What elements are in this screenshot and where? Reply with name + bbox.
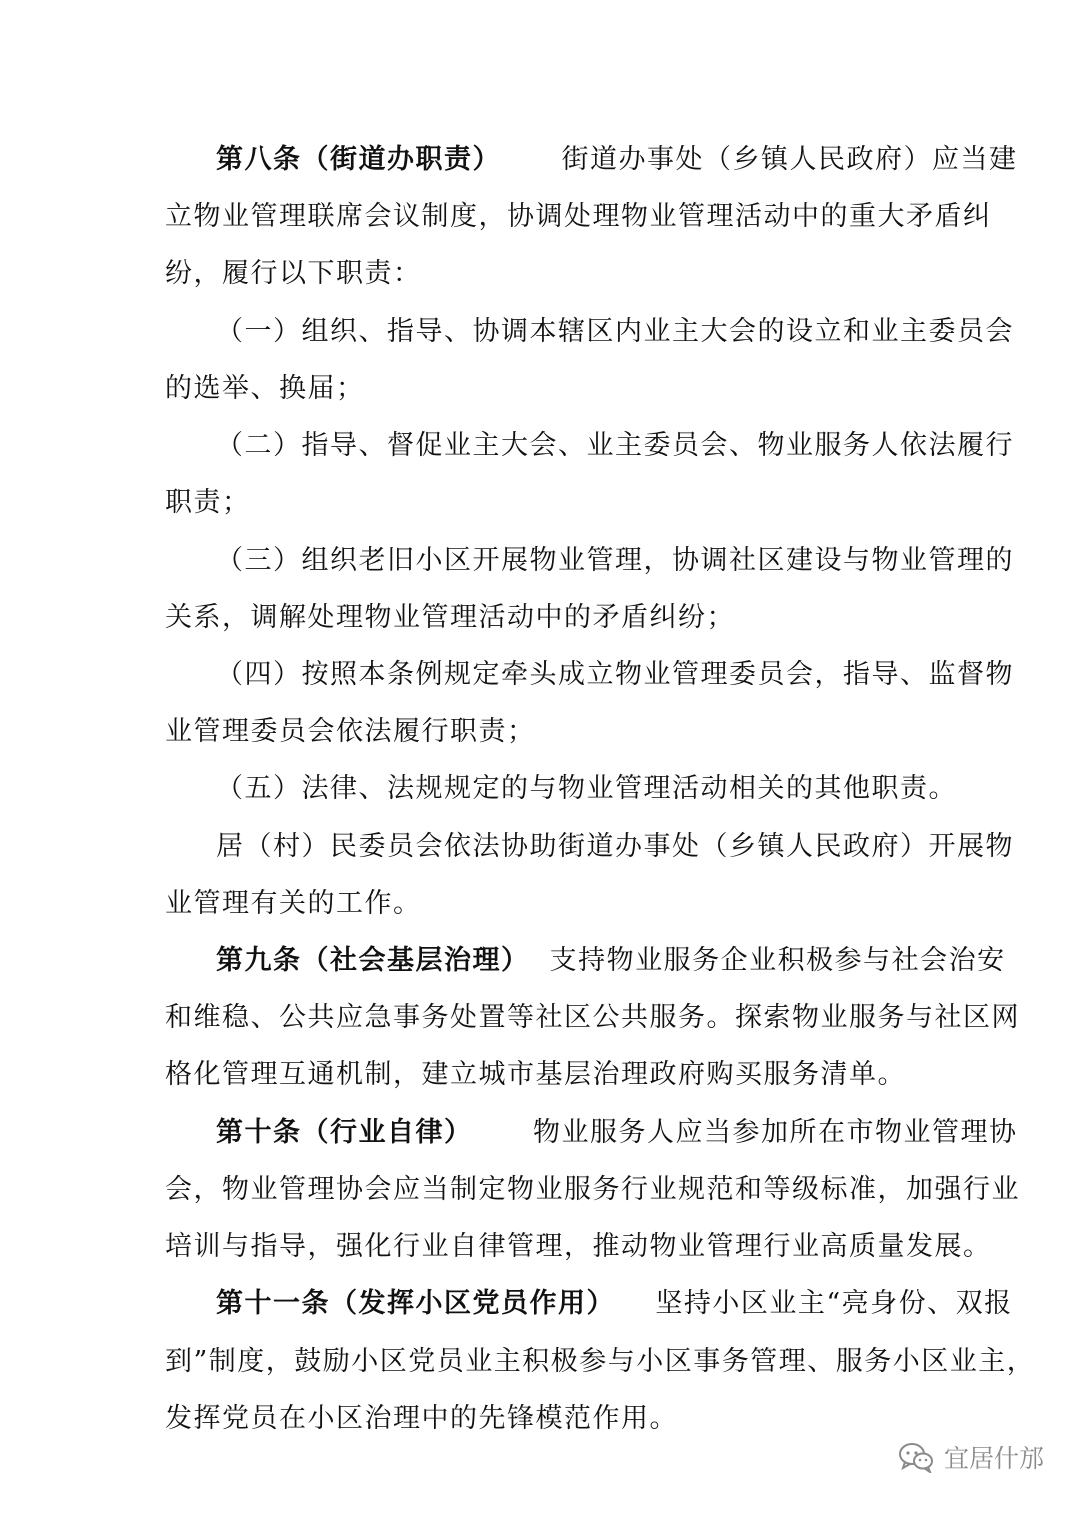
body-line: 格化管理互通机制，建立城市基层治理政府购买服务清单。 (165, 1059, 906, 1090)
body-line: 到”制度，鼓励小区党员业主积极参与小区事务管理、服务小区业主， (165, 1346, 1036, 1377)
article-9-text: 支持物业服务企业积极参与社会治安 (549, 945, 1006, 976)
body-line: 培训与指导，强化行业自律管理，推动物业管理行业高质量发展。 (165, 1231, 992, 1262)
article-9-heading-line (216, 941, 1006, 981)
list-item-line: （二）指导、督促业主大会、业主委员会、物业服务人依法履行 (216, 430, 1014, 461)
body-line: 关系，调解处理物业管理活动中的矛盾纠纷； (165, 602, 735, 633)
article-9-title: 第九条（社会基层治理） (216, 945, 530, 976)
article-8-text: 街道办事处（乡镇人民政府）应当建 (561, 144, 1018, 175)
body-line: 纷，履行以下职责： (165, 258, 422, 289)
watermark (898, 1439, 1044, 1475)
body-line: 和维稳、公共应急事务处置等社区公共服务。探索物业服务与社区网 (165, 1002, 1020, 1033)
article-10-text: 物业服务人应当参加所在市物业管理协 (533, 1117, 1018, 1148)
watermark-label: 宜居什邡 (943, 1444, 1044, 1473)
article-11-text: 坚持小区业主“亮身份、双报 (655, 1288, 1013, 1319)
body-line: 职责； (165, 487, 251, 518)
wechat-icon (898, 1441, 934, 1473)
body-line: 发挥党员在小区治理中的先锋模范作用。 (165, 1403, 678, 1434)
body-line: 业管理有关的工作。 (165, 888, 422, 919)
paragraph-line: 居（村）民委员会依法协助街道办事处（乡镇人民政府）开展物 (216, 831, 1014, 862)
article-8-title: 第八条（街道办职责） (216, 144, 501, 175)
body-line: 立物业管理联席会议制度，协调处理物业管理活动中的重大矛盾纠 (165, 201, 992, 232)
article-11-title: 第十一条（发挥小区党员作用） (216, 1288, 615, 1319)
list-item-line: （三）组织老旧小区开展物业管理，协调社区建设与物业管理的 (216, 545, 1014, 576)
list-item-line: （五）法律、法规规定的与物业管理活动相关的其他职责。 (216, 773, 957, 804)
list-item-line: （四）按照本条例规定牵头成立物业管理委员会，指导、监督物 (216, 659, 1014, 690)
article-11-heading-line (216, 1284, 1013, 1324)
body-line: 会，物业管理协会应当制定物业服务行业规范和等级标准，加强行业 (165, 1174, 1020, 1205)
article-8-heading-line (216, 140, 1018, 180)
article-10-title: 第十条（行业自律） (216, 1117, 473, 1148)
body-line: 业管理委员会依法履行职责； (165, 716, 536, 747)
body-line: 的选举、换届； (165, 373, 365, 404)
list-item-line: （一）组织、指导、协调本辖区内业主大会的设立和业主委员会 (216, 316, 1014, 347)
article-10-heading-line (216, 1113, 1018, 1153)
